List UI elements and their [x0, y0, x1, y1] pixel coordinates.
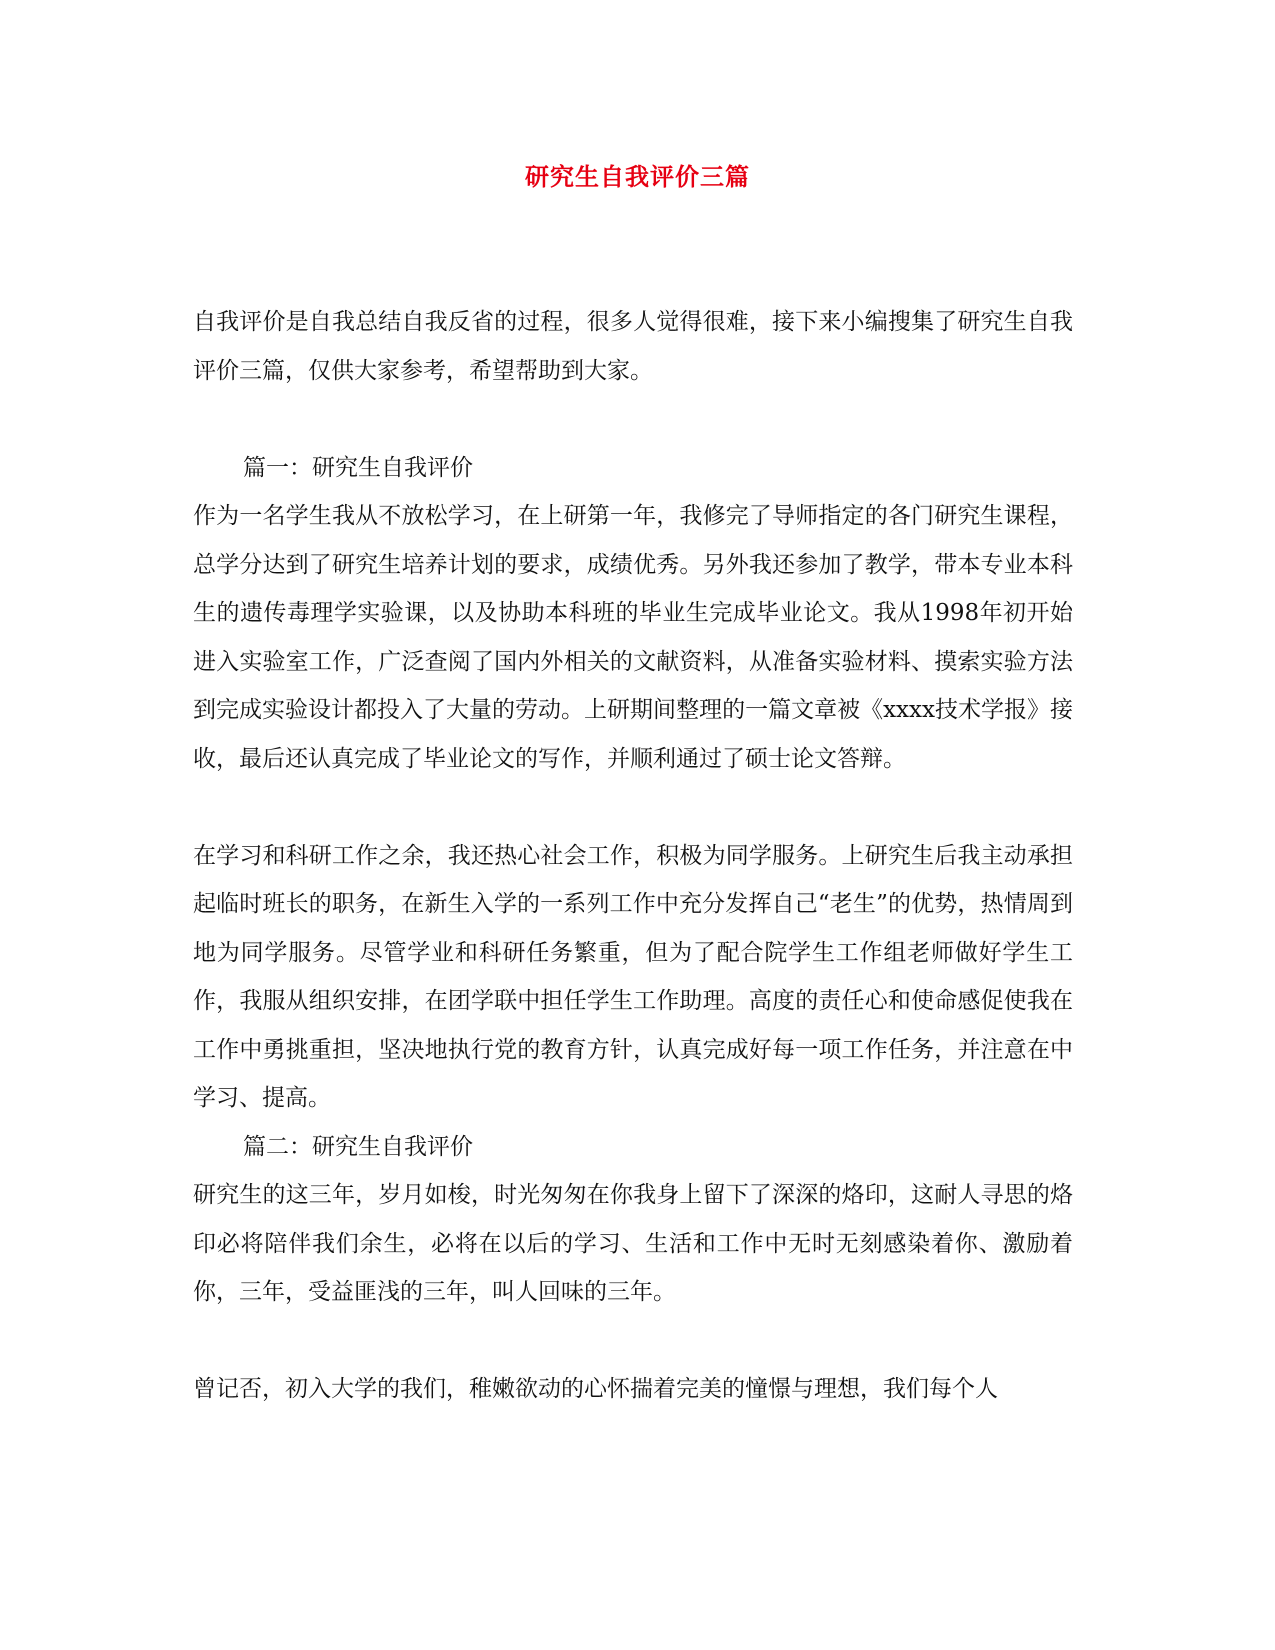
section-heading-2: 篇二：研究生自我评价 — [243, 1133, 473, 1160]
document-body — [193, 298, 1073, 1414]
paragraph-gap — [193, 395, 1073, 444]
section-heading-1: 篇一：研究生自我评价 — [243, 454, 473, 481]
section-2-paragraph-1: 研究生的这三年，岁月如梭，时光匆匆在你我身上留下了深深的烙印，这耐人寻思的烙印必将陪伴我们余生，必将在以后的学习、生活和工作中无时无刻感染着你、激励着你，三年，受益匪浅的三年，叫人回味的三年。 — [193, 1182, 1073, 1305]
section-1-paragraph-1: 作为一名学生我从不放松学习，在上研第一年，我修完了导师指定的各门研究生课程，总学分达到了研究生培养计划的要求，成绩优秀。另外我还参加了教学，带本专业本科生的遗传毒理学实验课，以及协助本科班的毕业生完成毕业论文。我从1998年初开始进入实验室工作，广泛查阅了国内外相关的文献资料，从准备实验材料、摸索实验方法到完成实验设计都投入了大量的劳动。上研期间整理的一篇文章被《xxxx技术学报》接收，最后还认真完成了毕业论文的写作，并顺利通过了硕士论文答辩。 — [193, 503, 1073, 772]
paragraph-gap — [193, 783, 1073, 832]
document-title: 研究生自我评价三篇 — [525, 162, 750, 191]
paragraph-gap — [193, 1317, 1073, 1366]
section-1-paragraph-2: 在学习和科研工作之余，我还热心社会工作，积极为同学服务。上研究生后我主动承担起临时班长的职务，在新生入学的一系列工作中充分发挥自己“老生”的优势，热情周到地为同学服务。尽管学业和科研任务繁重，但为了配合院学生工作组老师做好学生工作，我服从组织安排，在团学联中担任学生工作助理。高度的责任心和使命感促使我在工作中勇挑重担，坚决地执行党的教育方针，认真完成好每一项工作任务，并注意在中学习、提高。 — [193, 842, 1073, 1111]
section-2-paragraph-2: 曾记否，初入大学的我们，稚嫩欲动的心怀揣着完美的憧憬与理想，我们每个人 — [193, 1376, 998, 1402]
intro-paragraph: 自我评价是自我总结自我反省的过程，很多人觉得很难，接下来小编搜集了研究生自我评价三篇，仅供大家参考，希望帮助到大家。 — [193, 309, 1073, 384]
